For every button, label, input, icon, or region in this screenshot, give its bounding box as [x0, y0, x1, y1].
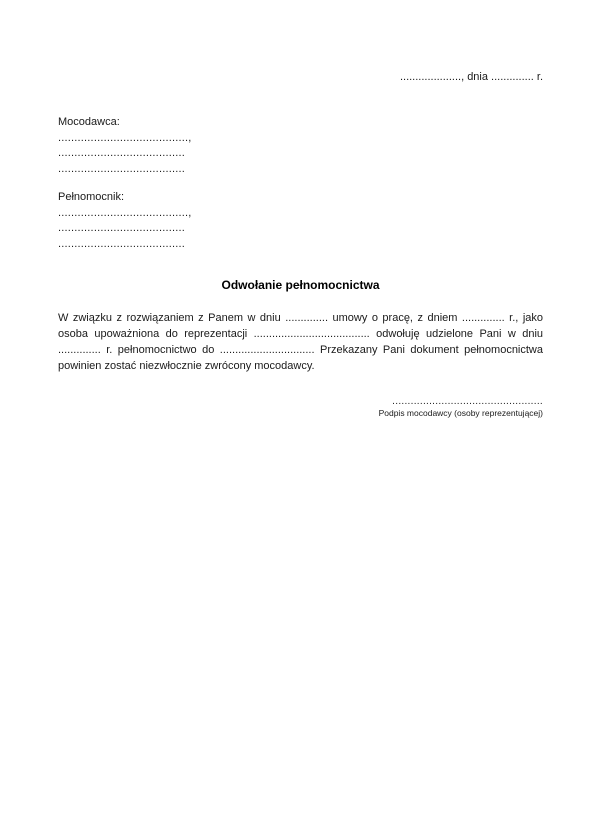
document-title: Odwołanie pełnomocnictwa: [221, 278, 380, 292]
document-body-paragraph: W związku z rozwiązaniem z Panem w dniu .............. umowy o pracę, z dniem .............. r., jako osoba upoważniona do reprezentacji ...................................... odwołuję udzielone Pani w dniu .............. r. pełnomocnictwo do ............................... Przekazany Pani dokument pełnomocnictwa powinien zostać niezwłocznie zwrócony mocodawcy.: [58, 312, 543, 372]
signature-caption: Podpis mocodawcy (osoby reprezentującej): [378, 408, 543, 418]
principal-fill-line: .......................................: [58, 147, 185, 159]
principal-label: Mocodawca:: [58, 116, 120, 128]
attorney-label: Pełnomocnik:: [58, 191, 125, 203]
principal-block: [58, 115, 543, 177]
signature-placeholder-line: .................................................: [392, 396, 543, 407]
attorney-fill-line: .......................................: [58, 237, 185, 250]
principal-fill-line: .......................................: [58, 162, 185, 175]
signature-block: [58, 396, 543, 419]
document-content: [58, 0, 543, 419]
principal-fill-line: ........................................,: [58, 131, 192, 144]
attorney-block: [58, 190, 543, 252]
date-placeholder-line: ...................., dnia .............. r.: [399, 71, 543, 83]
attorney-fill-line: ........................................,: [58, 206, 192, 219]
attorney-fill-line: .......................................: [58, 222, 185, 234]
